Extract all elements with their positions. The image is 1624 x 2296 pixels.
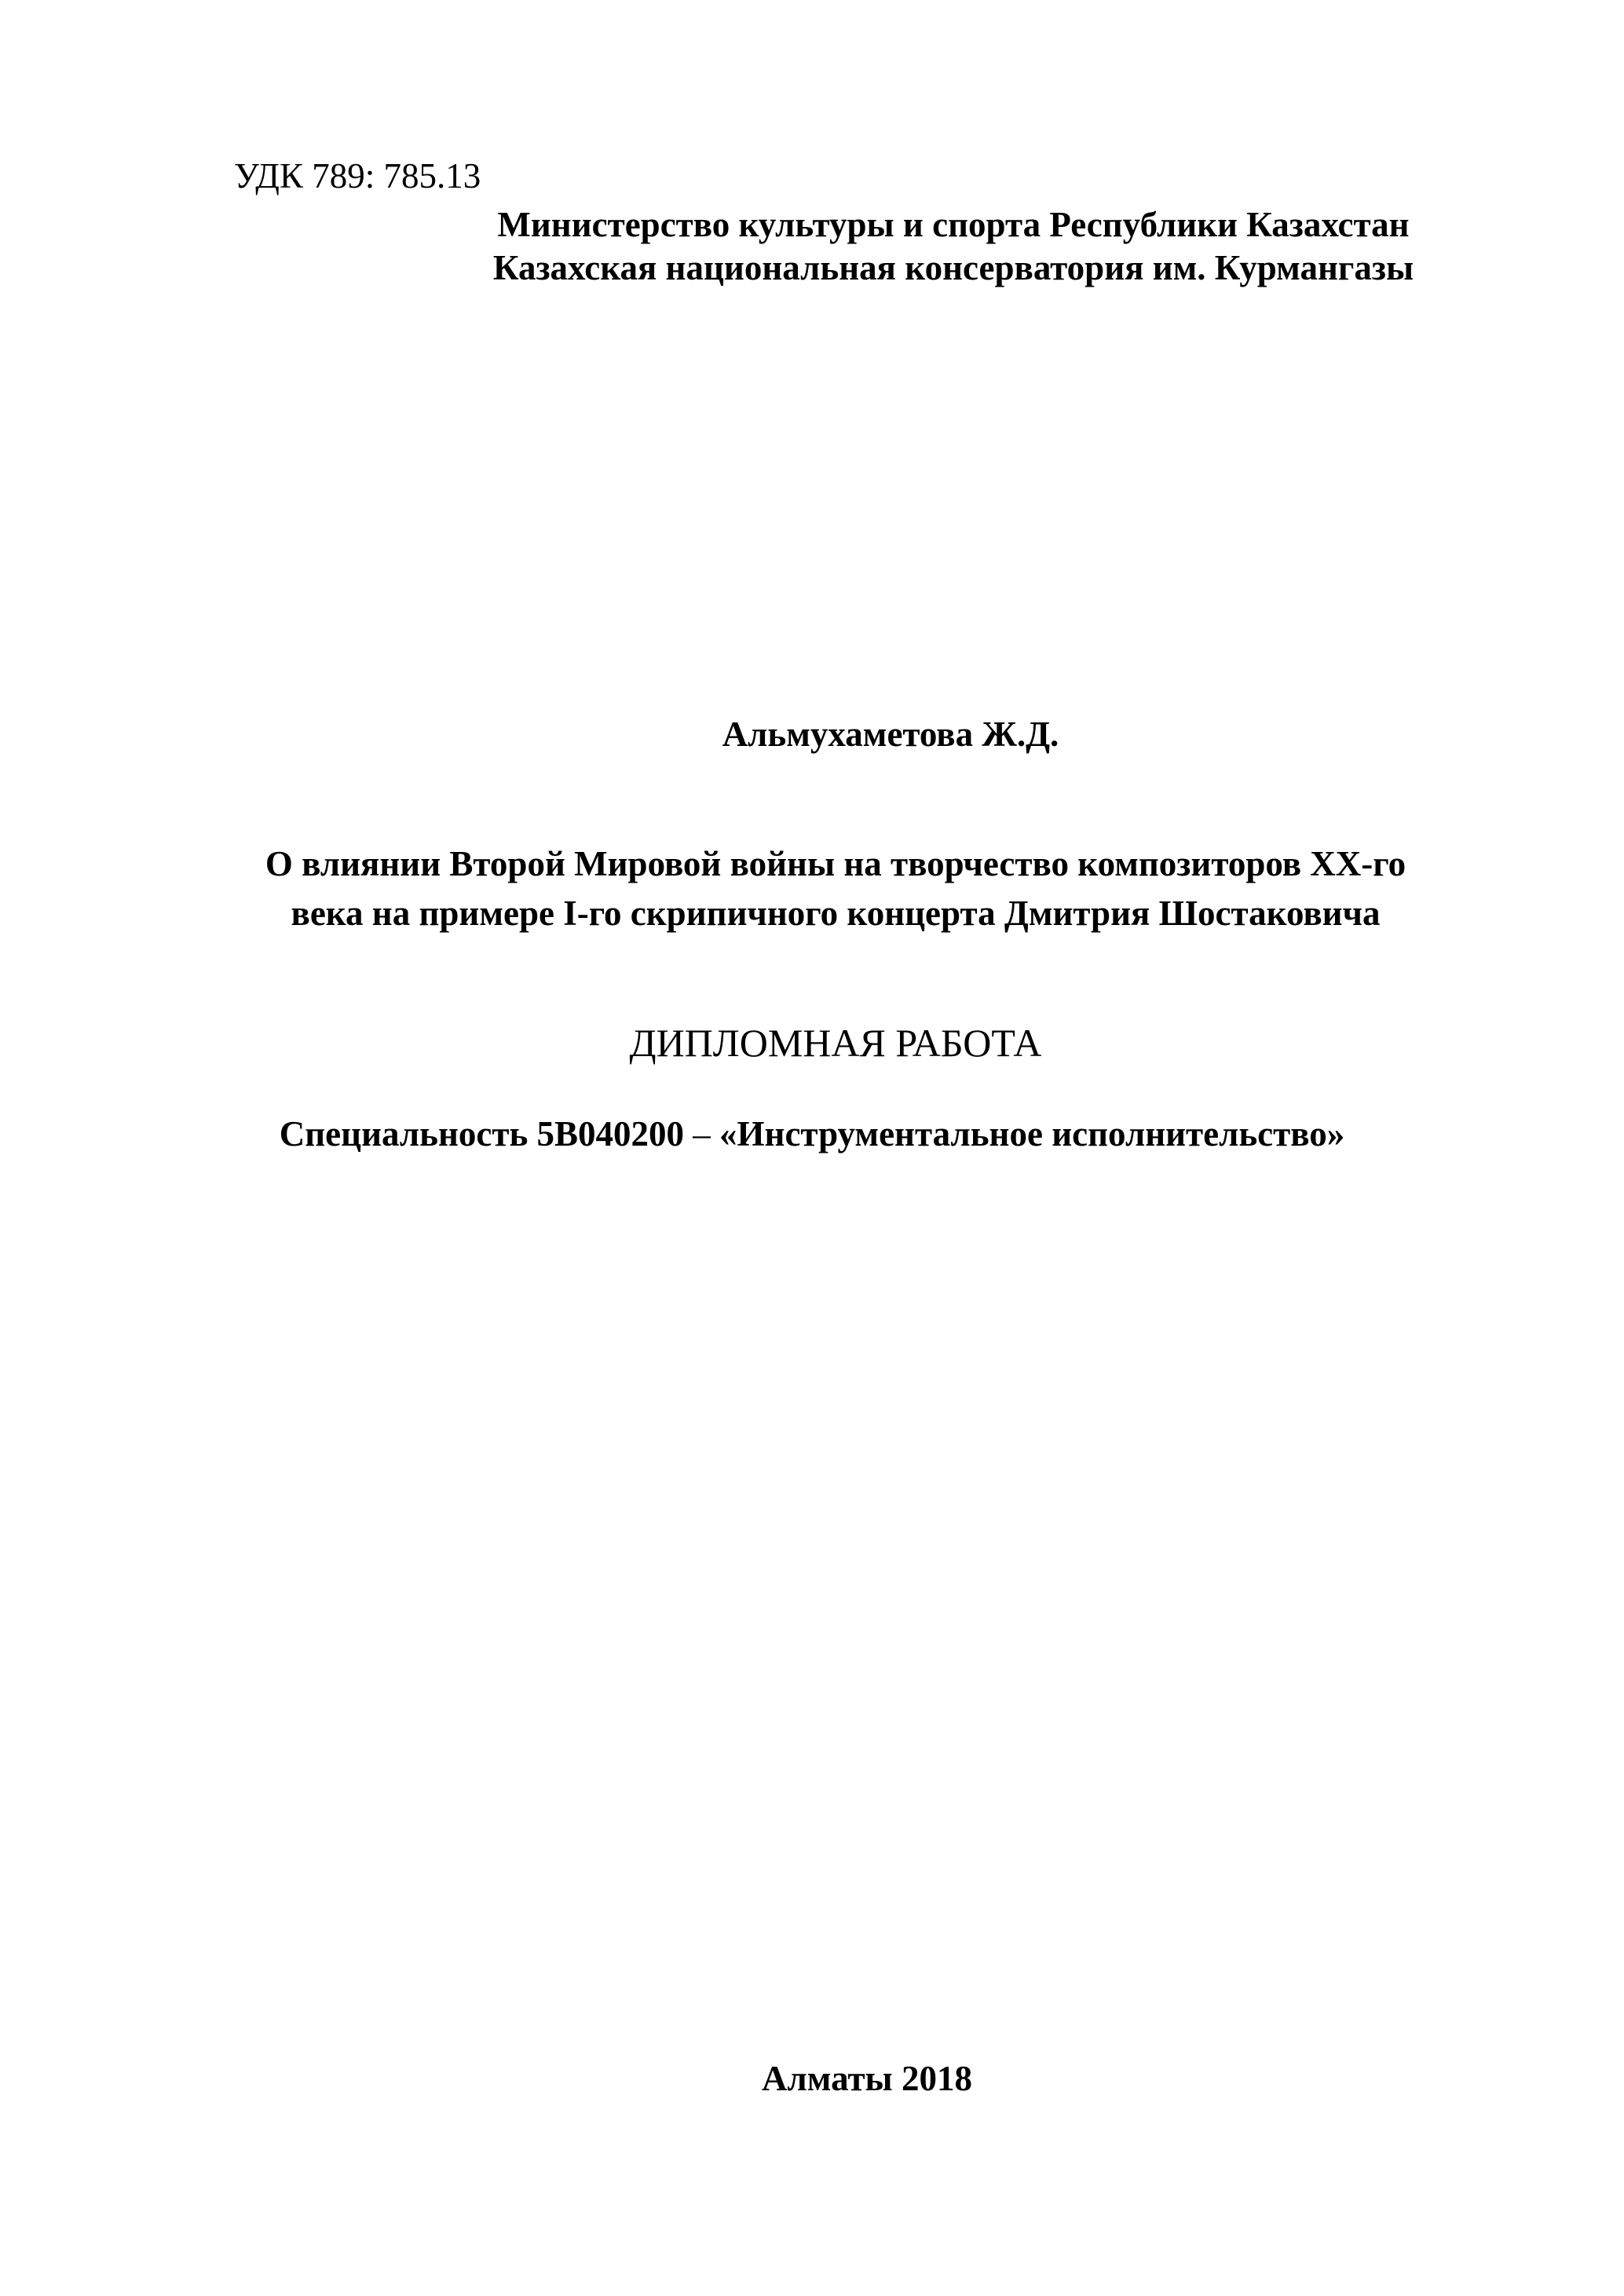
udk-code: УДК 789: 785.13 — [234, 156, 481, 196]
institution-name: Казахская национальная консерватория им. Курмангазы — [492, 248, 1414, 287]
author-name: Альмухаметова Ж.Д. — [722, 715, 1059, 754]
city-year: Алматы 2018 — [762, 2059, 972, 2098]
ministry-name: Министерство культуры и спорта Республики Казахстан — [497, 205, 1410, 244]
specialty-name: «Инструментальное исполнительство» — [719, 1114, 1345, 1153]
work-type-heading: ДИПЛОМНАЯ РАБОТА — [629, 1021, 1042, 1065]
specialty-code: Специальность 5В040200 — [279, 1114, 685, 1153]
thesis-title-line-2: века на примере I-го скрипичного концерта Дмитрия Шостаковича — [291, 894, 1381, 933]
thesis-title-line-1: О влиянии Второй Мировой войны на творчество композиторов XX-го — [265, 844, 1406, 883]
specialty-line — [0, 1113, 1624, 1155]
specialty-dash: – — [684, 1114, 720, 1153]
